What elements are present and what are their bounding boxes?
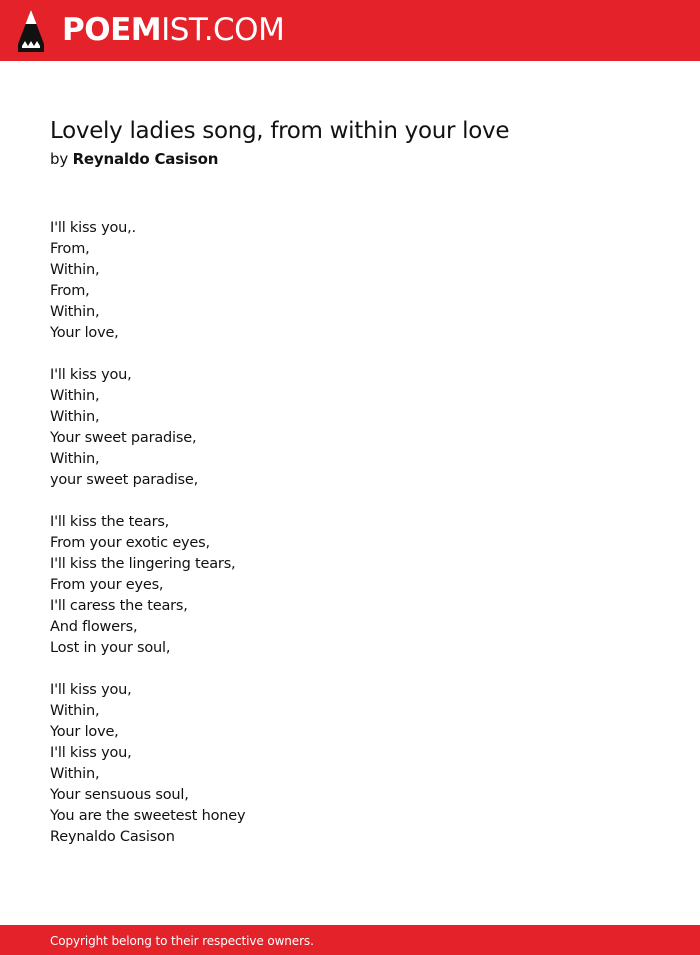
poem-line: I'll kiss the lingering tears, xyxy=(50,556,236,572)
site-logo[interactable] xyxy=(62,12,284,48)
poem-line: I'll caress the tears, xyxy=(50,598,188,614)
poem-line: Reynaldo Casison xyxy=(50,829,175,845)
poem-line: From your exotic eyes, xyxy=(50,535,210,551)
site-footer xyxy=(0,925,700,955)
poem-line: Your love, xyxy=(50,325,119,341)
poem-line: I'll kiss you, xyxy=(50,745,132,761)
stanza xyxy=(50,680,245,848)
poem-line: And flowers, xyxy=(50,619,138,635)
poem-line: your sweet paradise, xyxy=(50,472,199,488)
poem-line: Within, xyxy=(50,304,100,320)
poem-line: I'll kiss you, xyxy=(50,682,132,698)
poem-line: Your love, xyxy=(50,724,119,740)
poem-line: From, xyxy=(50,283,90,299)
logo-text-light: IST.COM xyxy=(161,12,285,48)
poem-line: Within, xyxy=(50,388,100,404)
copyright-notice: Copyright belong to their respective owners. xyxy=(50,934,314,948)
poem-line: Within, xyxy=(50,766,100,782)
site-header xyxy=(0,0,700,61)
poem-title: Lovely ladies song, from within your love xyxy=(50,118,510,144)
stanza xyxy=(50,365,245,491)
logo-text-bold: POEM xyxy=(62,12,162,48)
by-label: by xyxy=(50,150,68,168)
pencil-tip-icon[interactable] xyxy=(18,10,44,52)
poem-line: From your eyes, xyxy=(50,577,164,593)
poem-line: From, xyxy=(50,241,90,257)
poem-line: I'll kiss you,. xyxy=(50,220,136,236)
poem-line: You are the sweetest honey xyxy=(50,808,246,824)
poem-line: Within, xyxy=(50,409,100,425)
author-name: Reynaldo Casison xyxy=(72,150,219,168)
poem-line: Your sweet paradise, xyxy=(50,430,197,446)
poem-line: I'll kiss the tears, xyxy=(50,514,170,530)
poem-line: Your sensuous soul, xyxy=(50,787,189,803)
poem-line: I'll kiss you, xyxy=(50,367,132,383)
stanza xyxy=(50,218,245,344)
stanza xyxy=(50,512,245,659)
poem-line: Lost in your soul, xyxy=(50,640,171,656)
poem-line: Within, xyxy=(50,451,100,467)
byline xyxy=(50,148,218,170)
poem-line: Within, xyxy=(50,262,100,278)
poem-line: Within, xyxy=(50,703,100,719)
poem-body xyxy=(50,218,245,848)
